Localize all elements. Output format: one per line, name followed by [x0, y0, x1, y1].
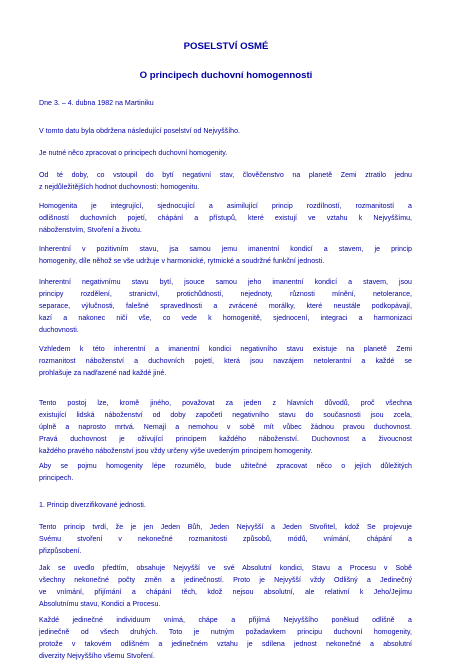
paragraph-line: homogenity, díle něhož se vše udržuje v harmonické, rytmické a soudržné funkční jednosti. [39, 258, 325, 265]
paragraph-line: ve vnímání, přijímání a chápání těch, kdož nejsou absolutní, ale relativní k Jeho/Jejímu [39, 589, 412, 596]
paragraph-line: Svému stvoření v nekonečné rozmanitosti způsobů, módů, vnímání, chápání a [39, 536, 412, 543]
paragraph-line: odlišností duchovních pojetí, chápání a přístupů, které existují ve vztahu k Nejvyššímu, [39, 215, 412, 222]
paragraph-line: Pravá duchovnost je oživující principem každého náboženství. Duchovnost a živoucnost [39, 436, 412, 443]
paragraph-p8 [39, 344, 412, 380]
paragraph-line: Tento princip tvrdí, že je jen Jeden Bůh, Jeden Nejvyšší a Jeden Stvořitel, kdož Se projevuje [39, 524, 412, 531]
paragraph-line: separace, výlučnosti, falešné spravedlnosti a zvrácené morálky, které neustále podkopávají, [39, 303, 412, 310]
paragraph-line: principy rozdělení, stranictví, protichůdností, nejednoty, různosti mínění, netolerance, [39, 291, 412, 298]
paragraph-line: prohlašuje za nadřazené nad každé jiné. [39, 370, 167, 377]
paragraph-p12 [39, 522, 412, 558]
paragraph-line: každého pravého náboženství jsou vždy určeny výše uvedeným principem homogenity. [39, 448, 313, 455]
paragraph-line: 1. Princip diverzifikované jednosti. [39, 502, 146, 509]
paragraph-line: Od té doby, co vstoupil do bytí negativní stav, člověčenstvo na planetě Zemi ztratilo jednu [39, 172, 412, 179]
paragraph-line: kazí a nakonec ničí vše, co vede k homogenitě, sjednocení, integraci a harmonizaci [39, 315, 412, 322]
document-subtitle: O principech duchovní homogennosti [139, 70, 313, 81]
paragraph-p13 [39, 563, 412, 611]
paragraph-line: Inherentní v pozitivním stavu, jsa samou jemu imanentní kondicí a stavem, je princip [39, 246, 412, 253]
paragraph-line: V tomto datu byla obdržena následující poselství od Nejvyššího. [39, 128, 241, 135]
paragraph-line: náboženstvím, Stvoření a životu. [39, 227, 142, 234]
paragraph-line: Je nutné něco zpracovat o principech duchovní homogenity. [39, 150, 228, 157]
paragraph-p9 [39, 398, 412, 458]
paragraph-line: jedinečně od všech druhých. Toto je nutným požadavkem principu duchovní homogenity, [39, 629, 412, 636]
paragraph-line: Tento postoj lze, kromě jiného, považovat za jeden z hlavních důvodů, proč všechna [39, 400, 412, 407]
paragraph-line: Dne 3. – 4. dubna 1982 na Martiniku [39, 100, 154, 107]
paragraph-line: Inherentní negativnímu stavu bytí, jsouce samou jeho imanentní kondicí a stavem, jsou [39, 279, 412, 286]
paragraph-p7 [39, 277, 412, 337]
paragraph-line: všechny nekonečné počty změn a jedinečností. Proto je Nejvyšší vždy Odlišný a Jedinečný [39, 577, 412, 584]
paragraph-line: diverzity Nejvyššího všemu Stvoření. [39, 653, 155, 660]
paragraph-line: Absolutnímu stavu, Kondici a Procesu. [39, 601, 161, 608]
paragraph-line: úplně a naprosto mrtvá. Nemají a nemohou v sobě mít vůbec žádnou pravou duchovnost. [39, 424, 412, 431]
paragraph-line: Jak se uvedlo předtím, obsahuje Nejvyšší ve své Absolutní kondici, Stavu a Procesu v Sobě [39, 565, 412, 572]
document-title: POSELSTVÍ OSMÉ [183, 41, 269, 52]
paragraph-line: z nejdůležitějších hodnot duchovnosti: homogenitu. [39, 184, 200, 191]
paragraph-p11 [39, 500, 412, 512]
paragraph-line: Každé jedinečné individuum vnímá, chápe a přijímá Nejvyššího poněkud odlišně a [39, 617, 412, 624]
paragraph-p4 [39, 170, 412, 194]
paragraph-line: Homogenita je integrující, sjednocující a asimilující princip rozdílností, rozmanitostí a [39, 203, 412, 210]
paragraph-line: protože v takovém odlišném a jedinečném vztahu je sdílena jednost nekonečné a absolutní [39, 641, 412, 648]
paragraph-line: rozmanitost náboženství a duchovních pojetí, která jsou navzájem netolerantní a každé se [39, 358, 412, 365]
paragraph-p10 [39, 461, 412, 485]
paragraph-line: Aby se pojmu homogenity lépe rozumělo, bude užitečné zpracovat něco o jejích důležitých [39, 463, 412, 470]
paragraph-p6 [39, 244, 412, 268]
paragraph-line: přizpůsobení. [39, 548, 82, 555]
paragraph-line: Vzhledem k této inherentní a imanentní kondici negativního stavu existuje na planetě Zemi [39, 346, 412, 353]
paragraph-p3 [39, 148, 412, 160]
paragraph-line: principech. [39, 475, 74, 482]
paragraph-p2 [39, 126, 412, 138]
paragraph-p1 [39, 98, 412, 110]
paragraph-p14 [39, 615, 412, 663]
paragraph-line: existující lidská náboženství od doby započetí negativního stavu do současnosti jsou zcela, [39, 412, 412, 419]
paragraph-line: duchovnosti. [39, 327, 79, 334]
paragraph-p5 [39, 201, 412, 237]
